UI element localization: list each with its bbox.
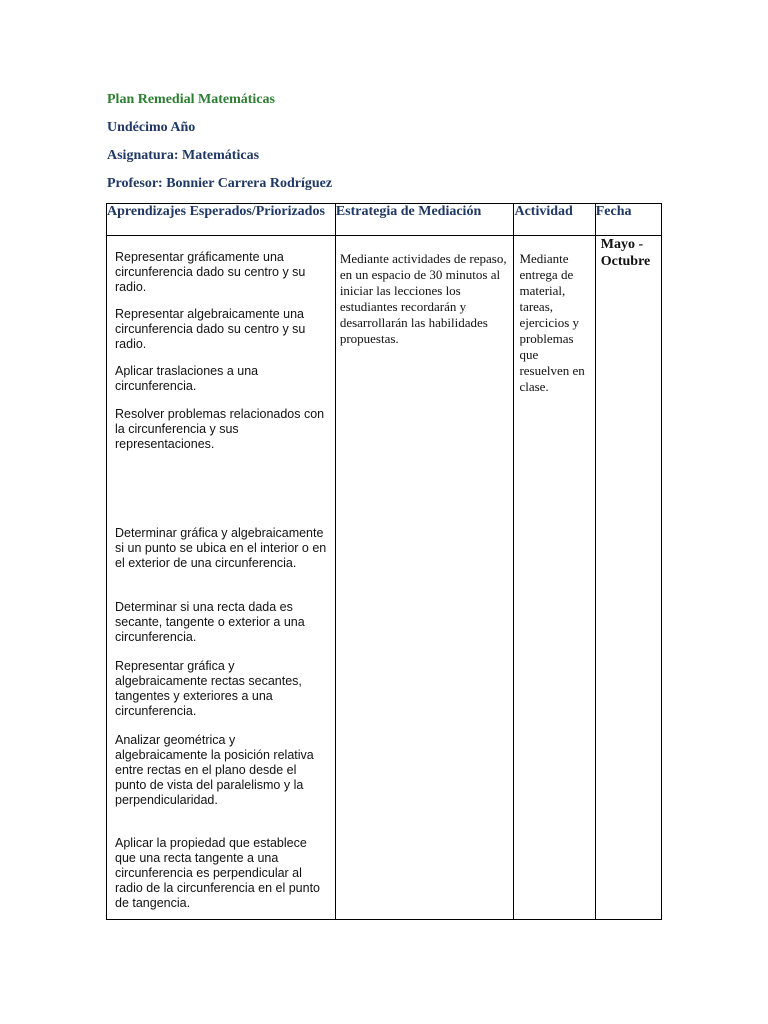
strategy-text: Mediante actividades de repaso, en un espacio de 30 minutos al iniciar las lecciones los estudiantes recordarán y desarrollarán las habilidades propuestas. (339, 251, 507, 346)
plan-table (106, 203, 662, 920)
document-teacher: Profesor: Bonnier Carrera Rodríguez (107, 176, 333, 191)
date-cell (595, 236, 661, 920)
activity-cell (514, 236, 595, 920)
strategy-cell (335, 236, 514, 920)
learning-item: Representar gráficamente una circunferencia dado su centro y su radio. (115, 250, 306, 294)
header-strategy: Estrategia de Mediación (335, 204, 514, 236)
activity-text: Mediante entrega de material, tareas, ejercicios y problemas que resuelven en clase. (519, 251, 585, 394)
table-row (107, 236, 662, 920)
learning-cell (107, 236, 336, 920)
table-header-row (107, 204, 662, 236)
date-text: Mayo - Octubre (600, 237, 651, 269)
learning-item: Aplicar la propiedad que establece que una recta tangente a una circunferencia es perpendicular al radio de la circunferencia en el punto de tangencia. (115, 836, 320, 910)
header-date: Fecha (595, 204, 661, 236)
header-learning: Aprendizajes Esperados/Priorizados (107, 204, 336, 236)
learning-item: Analizar geométrica y algebraicamente la posición relativa entre rectas en el plano desde el punto de vista del paralelismo y la perpendicularidad. (115, 733, 314, 807)
document-subject: Asignatura: Matemáticas (107, 148, 260, 163)
learning-item: Representar algebraicamente una circunferencia dado su centro y su radio. (115, 307, 306, 351)
header-activity: Actividad (514, 204, 595, 236)
learning-item: Determinar si una recta dada es secante, tangente o exterior a una circunferencia. (115, 600, 305, 644)
document-grade: Undécimo Año (107, 120, 196, 135)
document-title: Plan Remedial Matemáticas (107, 92, 275, 107)
learning-item: Representar gráfica y algebraicamente rectas secantes, tangentes y exteriores a una circunferencia. (115, 659, 302, 718)
learning-item: Determinar gráfica y algebraicamente si un punto se ubica en el interior o en el exterior de una circunferencia. (115, 526, 327, 570)
learning-item: Aplicar traslaciones a una circunferencia. (115, 364, 259, 393)
learning-item: Resolver problemas relacionados con la circunferencia y sus representaciones. (115, 407, 325, 451)
